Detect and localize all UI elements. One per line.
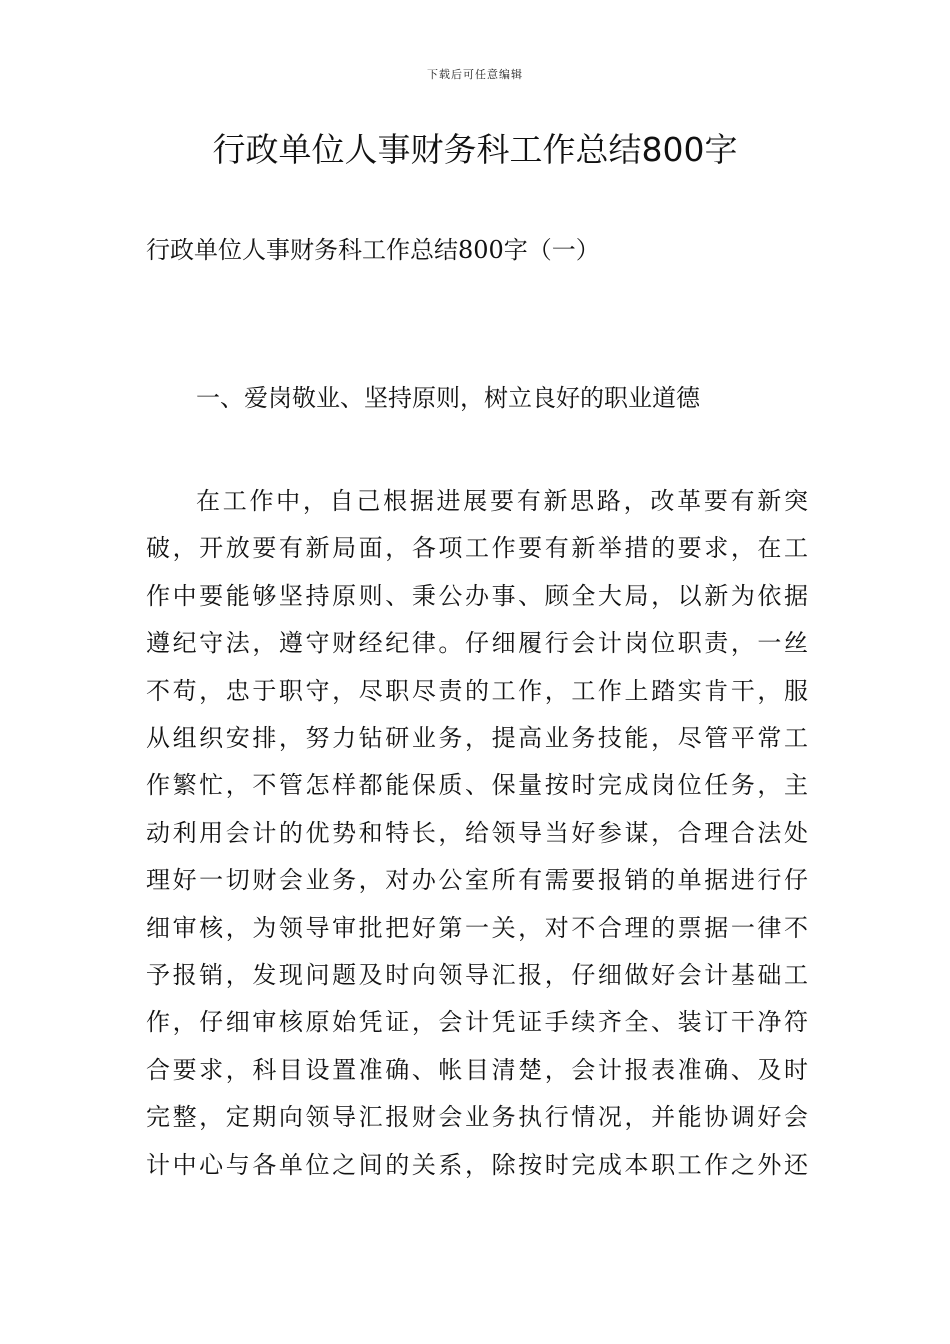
body-line: 破，开放要有新局面，各项工作要有新举措的要求，在工 (146, 534, 808, 563)
body-line: 作繁忙，不管怎样都能保质、保量按时完成岗位任务，主 (146, 771, 808, 800)
body-line: 遵纪守法，遵守财经纪律。仔细履行会计岗位职责，一丝 (146, 629, 808, 658)
document-title: 行政单位人事财务科工作总结800字 (212, 130, 738, 169)
body-line: 作，仔细审核原始凭证，会计凭证手续齐全、装订干净符 (146, 1008, 808, 1037)
body-line: 计中心与各单位之间的关系，除按时完成本职工作之外还 (146, 1150, 808, 1179)
body-line: 完整，定期向领导汇报财会业务执行情况，并能协调好会 (146, 1103, 808, 1132)
body-line: 动利用会计的优势和特长，给领导当好参谋，合理合法处 (146, 818, 808, 847)
body-line: 从组织安排，努力钻研业务，提高业务技能，尽管平常工 (146, 724, 808, 753)
body-line: 理好一切财会业务，对办公室所有需要报销的单据进行仔 (146, 866, 808, 895)
body-line: 合要求，科目设置准确、帐目清楚，会计报表准确、及时 (146, 1055, 808, 1084)
body-line: 不苟，忠于职守，尽职尽责的工作，工作上踏实肯干，服 (146, 676, 808, 705)
section-heading: 一、爱岗敬业、坚持原则，树立良好的职业道德 (196, 384, 700, 412)
body-paragraph (146, 478, 808, 1189)
body-line: 作中要能够坚持原则、秉公办事、顾全大局，以新为依据 (146, 581, 808, 610)
document-subtitle: 行政单位人事财务科工作总结800字（一） (146, 236, 600, 264)
header-note: 下载后可任意编辑 (427, 68, 523, 81)
body-line: 予报销，发现问题及时向领导汇报，仔细做好会计基础工 (146, 961, 808, 990)
body-line: 细审核，为领导审批把好第一关，对不合理的票据一律不 (146, 913, 808, 942)
body-line: 在工作中，自己根据进展要有新思路，改革要有新突 (196, 487, 808, 515)
